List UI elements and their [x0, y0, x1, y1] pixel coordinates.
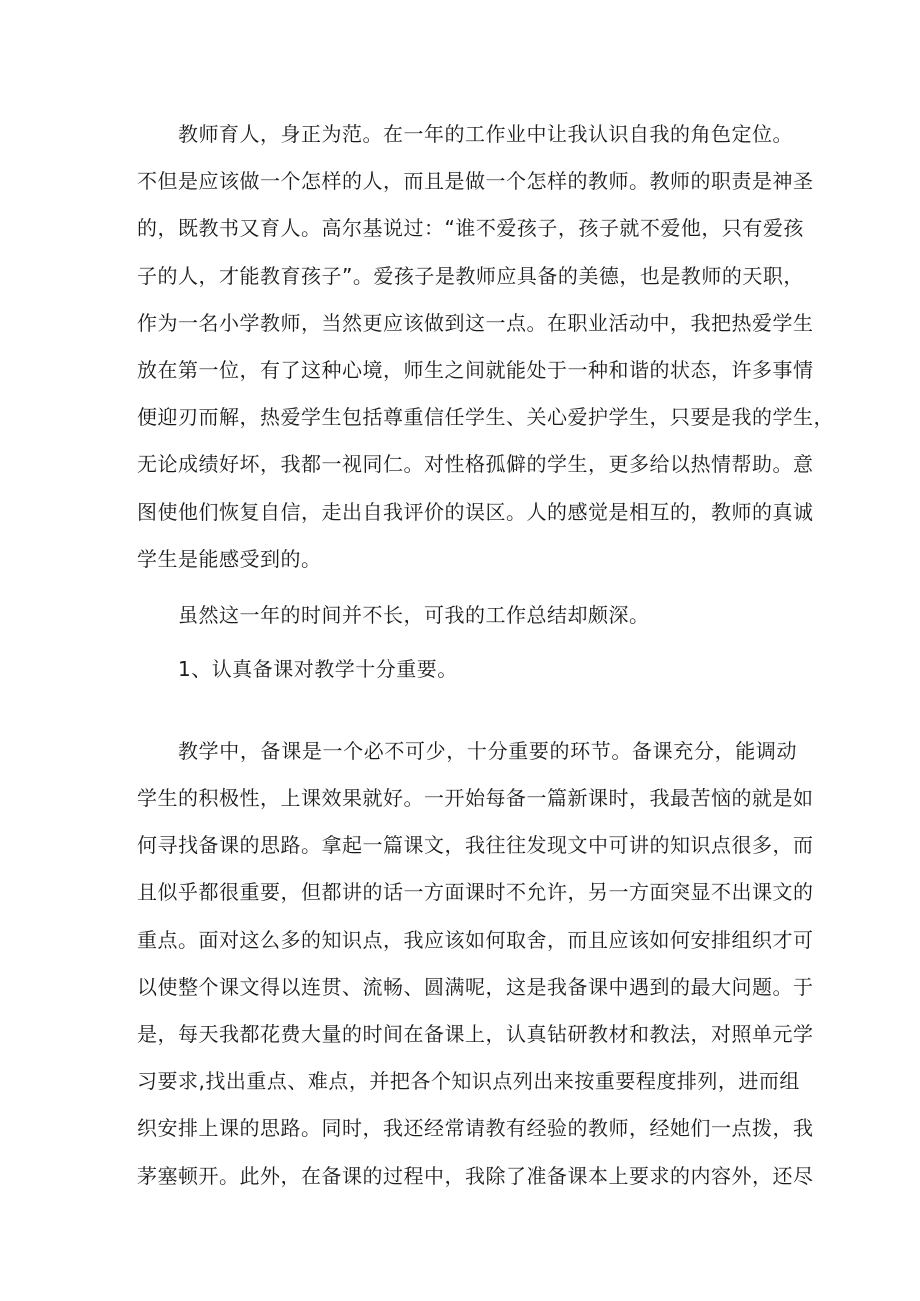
- paragraph-3-line-5: 重点。面对这么多的知识点，我应该如何取舍，而且应该如何安排组织才可: [137, 928, 814, 952]
- paragraph-3-line-1: 教学中，备课是一个必不可少，十分重要的环节。备课充分，能调动: [178, 739, 797, 763]
- paragraph-3-line-8: 习要求,找出重点、难点，并把各个知识点列出来按重要程度排列，进而组: [137, 1069, 800, 1093]
- paragraph-2: 虽然这一年的时间并不长，可我的工作总结却颇深。: [178, 603, 650, 627]
- paragraph-1-line-5: 作为一名小学教师，当然更应该做到这一点。在职业活动中，我把热爱学生: [137, 311, 814, 335]
- paragraph-3-line-6: 以使整个课文得以连贯、流畅、圆满呢，这是我备课中遇到的最大问题。于: [137, 975, 814, 999]
- paragraph-3-line-7: 是，每天我都花费大量的时间在备课上，认真钻研教材和教法，对照单元学: [137, 1022, 814, 1046]
- paragraph-1-line-7: 便迎刃而解，热爱学生包括尊重信任学生、关心爱护学生，只要是我的学生，: [137, 405, 834, 429]
- paragraph-3-line-2: 学生的积极性，上课效果就好。一开始每备一篇新课时，我最苦恼的就是如: [137, 786, 814, 810]
- paragraph-3-line-4: 且似乎都很重要，但都讲的话一方面课时不允许，另一方面突显不出课文的: [137, 880, 814, 904]
- paragraph-1-line-3: 的，既教书又育人。高尔基说过：“谁不爱孩子，孩子就不爱他，只有爱孩: [137, 216, 804, 240]
- paragraph-1-line-8: 无论成绩好坏，我都一视同仁。对性格孤僻的学生，更多给以热情帮助。意: [137, 452, 814, 476]
- paragraph-1-line-6: 放在第一位，有了这种心境，师生之间就能处于一种和谐的状态，许多事情: [137, 358, 814, 382]
- paragraph-1-line-1: 教师育人，身正为范。在一年的工作业中让我认识自我的角色定位。: [178, 122, 793, 146]
- paragraph-1-line-4: 子的人，才能教育孩子”。爱孩子是教师应具备的美德，也是教师的天职，: [137, 264, 804, 288]
- section-heading-1: 1、认真备课对教学十分重要。: [178, 657, 458, 681]
- paragraph-3-line-3: 何寻找备课的思路。拿起一篇课文，我往往发现文中可讲的知识点很多，而: [137, 833, 814, 857]
- paragraph-1-line-10: 学生是能感受到的。: [137, 547, 322, 571]
- paragraph-3-line-9: 织安排上课的思路。同时，我还经常请教有经验的教师，经她们一点拨，我: [137, 1116, 814, 1140]
- paragraph-1-line-9: 图使他们恢复自信，走出自我评价的误区。人的感觉是相互的，教师的真诚: [137, 500, 814, 524]
- paragraph-1-line-2: 不但是应该做一个怎样的人，而且是做一个怎样的教师。教师的职责是神圣: [137, 169, 814, 193]
- paragraph-3-line-10: 茅塞顿开。此外，在备课的过程中，我除了准备课本上要求的内容外，还尽: [137, 1164, 814, 1188]
